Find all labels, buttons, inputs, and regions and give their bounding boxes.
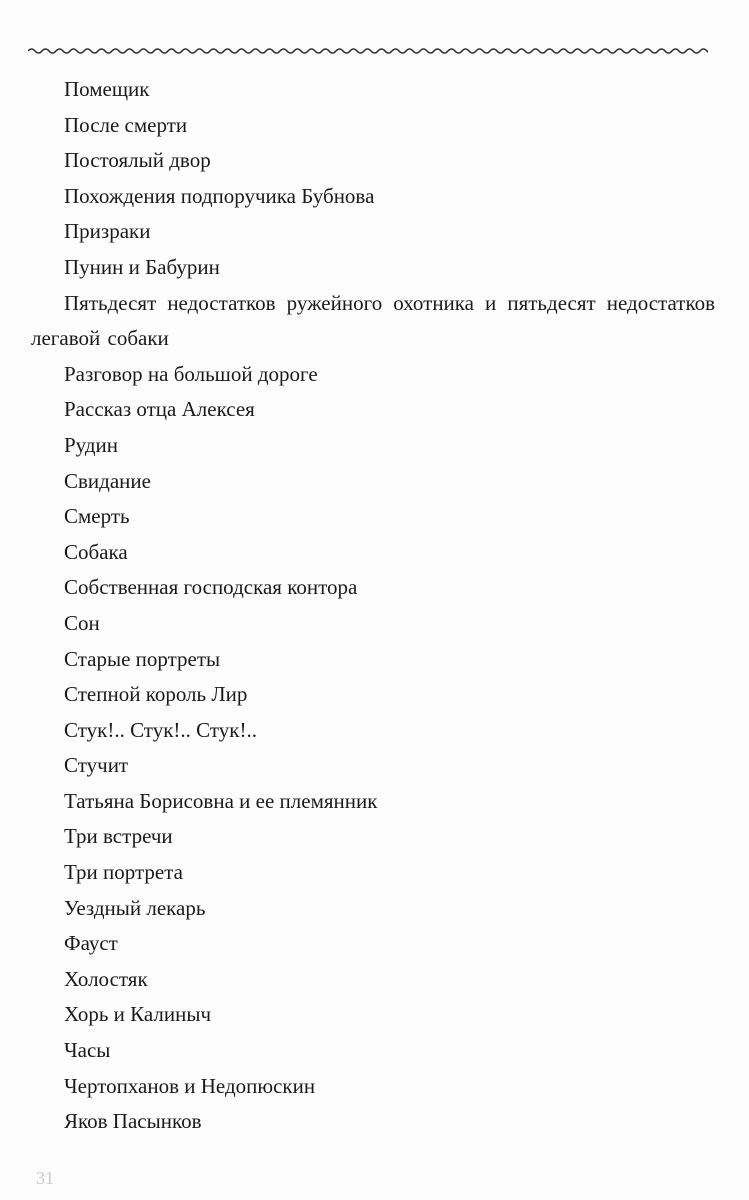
toc-entry: Три портрета: [64, 860, 183, 885]
toc-entry: Собственная господская контора: [64, 575, 358, 600]
toc-entry: Призраки: [64, 219, 151, 244]
toc-entry: Пятьдесят недостатков ружейного охотника и пятьдесят недостатков легавой собаки: [31, 290, 715, 351]
toc-entry: Татьяна Борисовна и ее племянник: [64, 788, 378, 813]
wavy-divider: [28, 44, 708, 58]
toc-entry: Рассказ отца Алексея: [64, 397, 255, 422]
toc-entry: Помещик: [64, 77, 150, 101]
toc-entry: Свидание: [64, 468, 151, 493]
toc-entry: Чертопханов и Недопюскин: [64, 1073, 316, 1098]
toc-entry: Фауст: [64, 931, 118, 956]
toc-entry: Степной король Лир: [64, 682, 248, 707]
toc-entry: Старые портреты: [64, 646, 221, 671]
toc-entry: Похождения подпоручика Бубнова: [64, 183, 375, 208]
toc-entry: Пунин и Бабурин: [64, 254, 220, 279]
toc-entry: Стук!.. Стук!.. Стук!..: [64, 717, 257, 742]
toc-entry: Яков Пасынков: [64, 1109, 202, 1134]
toc-entry: Три встречи: [64, 824, 173, 849]
toc-entry: Уездный лекарь: [64, 895, 206, 920]
toc-entry: Разговор на большой дороге: [64, 361, 318, 386]
toc-entry: Смерть: [64, 504, 130, 529]
toc-entry: Собака: [64, 539, 128, 564]
page-number: 31: [36, 1168, 54, 1188]
toc-entry: Часы: [64, 1038, 111, 1063]
toc-entry: Сон: [64, 610, 100, 635]
toc-entry: Постоялый двор: [64, 148, 211, 173]
toc-entry: Холостяк: [64, 966, 148, 991]
toc-entry: Стучит: [64, 753, 129, 778]
toc-entry: Хорь и Калиныч: [64, 1002, 212, 1027]
toc-entry: После смерти: [64, 112, 188, 137]
toc-entry: Рудин: [64, 432, 119, 457]
table-of-contents: [0, 72, 749, 1140]
